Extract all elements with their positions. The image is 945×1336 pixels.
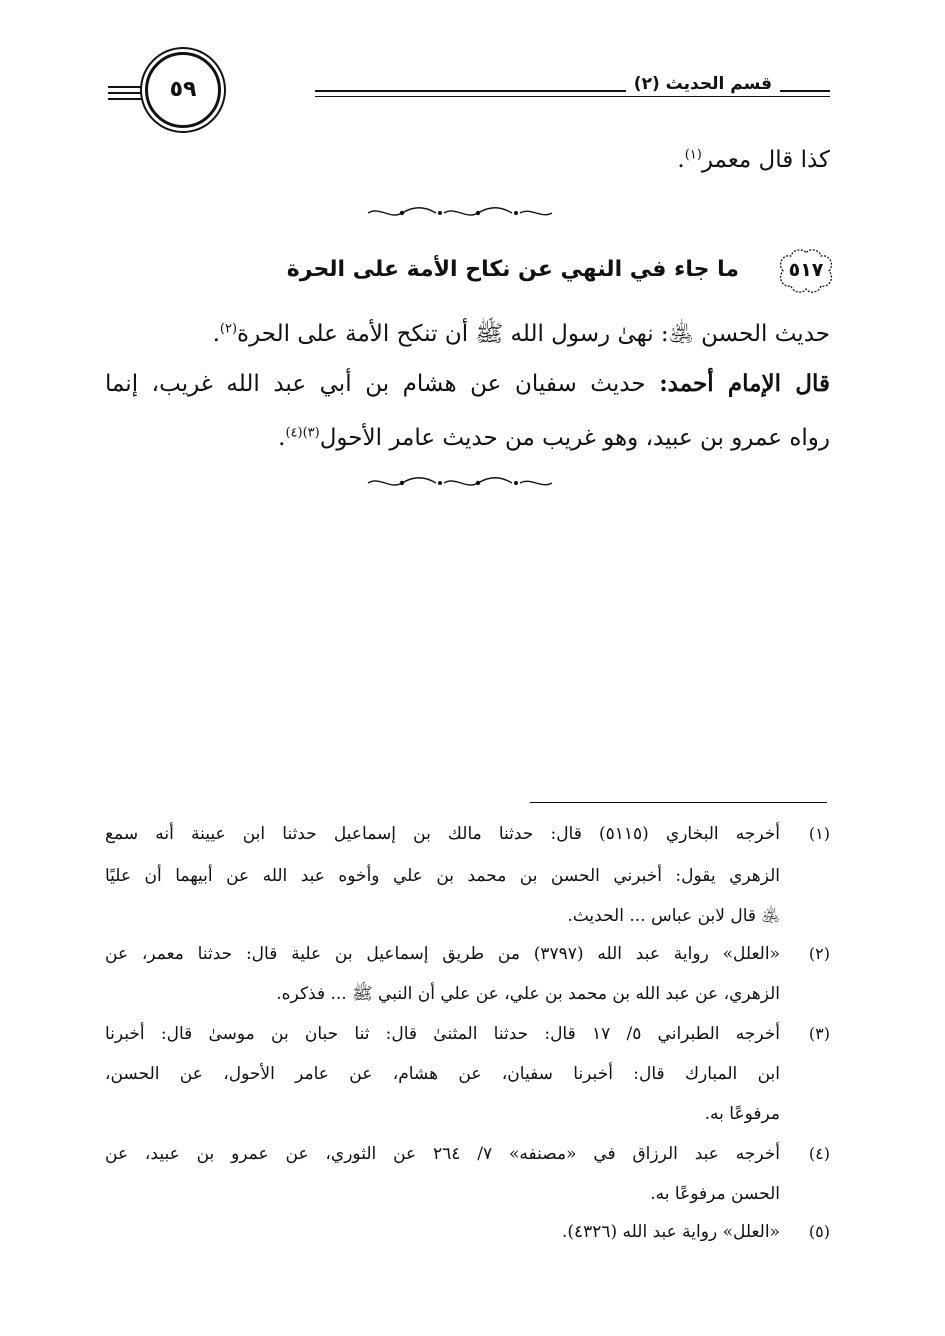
footnote-line: الزهري يقول: أخبرني الحسن بن محمد بن علي وأخوه عبد الله عن أبيهما أن عليًا bbox=[105, 866, 780, 886]
text-span: حديث الحسن ﵁: نهىٰ رسول الله ﷺ أن تنكح الأمة على الحرة bbox=[237, 321, 830, 347]
footnote-line: مرفوعًا به. bbox=[704, 1104, 780, 1124]
text-span: . bbox=[212, 321, 220, 347]
header-rule bbox=[108, 86, 148, 88]
text-line bbox=[105, 140, 830, 180]
footnote-line: الزهري، عن عبد الله بن محمد بن علي، عن علي أن النبي ﷺ ... فذكره. bbox=[276, 984, 780, 1004]
page-number-badge bbox=[145, 52, 221, 128]
footnote-marker: (٥) bbox=[808, 1222, 830, 1241]
text-line bbox=[105, 418, 830, 458]
hadith-number: ٥١٧ bbox=[788, 259, 824, 281]
footnote-marker: (١) bbox=[808, 824, 830, 843]
section-heading bbox=[200, 248, 835, 298]
hadith-number-badge bbox=[777, 248, 835, 294]
footnote-ref: (٣)(٤) bbox=[285, 425, 320, 441]
text-span: . bbox=[278, 425, 286, 451]
header-rule bbox=[315, 96, 830, 97]
text-span: . bbox=[677, 147, 685, 173]
ornament-divider-icon bbox=[360, 204, 560, 222]
running-title: قسم الحديث (٢) bbox=[626, 72, 780, 96]
footnote-line: أخرجه عبد الرزاق في «مصنفه» ٧/ ٢٦٤ عن الثوري، عن عمرو بن عبيد، عن bbox=[105, 1144, 780, 1164]
hadith-title: ما جاء في النهي عن نكاح الأمة على الحرة bbox=[286, 257, 739, 282]
text-span: كذا قال معمر bbox=[701, 147, 830, 173]
footnote-line: أخرجه البخاري (٥١١٥) قال: حدثنا مالك بن إسماعيل حدثنا ابن عيينة أنه سمع bbox=[105, 824, 780, 844]
footnote-line: «العلل» رواية عبد الله (٤٣٢٦). bbox=[561, 1222, 780, 1242]
footnote-line: ابن المبارك قال: أخبرنا سفيان، عن هشام، عن عامر الأحول، عن الحسن، bbox=[105, 1064, 780, 1084]
footnote-ref: (١) bbox=[684, 147, 702, 163]
ornament-divider-icon bbox=[360, 474, 560, 492]
footnote-line: الحسن مرفوعًا به. bbox=[650, 1184, 780, 1204]
footnote-ref: (٢) bbox=[219, 321, 238, 337]
footnote-line: أخرجه الطبراني ٥/ ١٧ قال: حدثنا المثنىٰ قال: ثنا حبان بن موسىٰ قال: أخبرنا bbox=[105, 1024, 780, 1044]
text-line bbox=[105, 314, 830, 354]
footnote-line: «العلل» رواية عبد الله (٣٧٩٧) من طريق إسماعيل بن علية قال: حدثنا معمر، عن bbox=[105, 944, 780, 964]
text-span: حديث سفيان عن هشام بن أبي عبد الله غريب، إنما bbox=[105, 371, 646, 397]
footnote-marker: (٤) bbox=[808, 1144, 830, 1163]
page-header bbox=[100, 40, 840, 140]
footnote-marker: (٣) bbox=[808, 1024, 830, 1043]
footnote-separator bbox=[530, 802, 827, 803]
text-line bbox=[105, 364, 830, 404]
header-rule bbox=[108, 92, 148, 94]
footnote-line: ﵁ قال لابن عباس ... الحديث. bbox=[567, 906, 780, 926]
text-span: رواه عمرو بن عبيد، وهو غريب من حديث عامر الأحول bbox=[319, 425, 830, 451]
speaker-label: قال الإمام أحمد: bbox=[659, 370, 831, 397]
page-number: ٥٩ bbox=[169, 77, 197, 102]
footnote-marker: (٢) bbox=[808, 944, 830, 963]
header-rule bbox=[108, 98, 148, 100]
